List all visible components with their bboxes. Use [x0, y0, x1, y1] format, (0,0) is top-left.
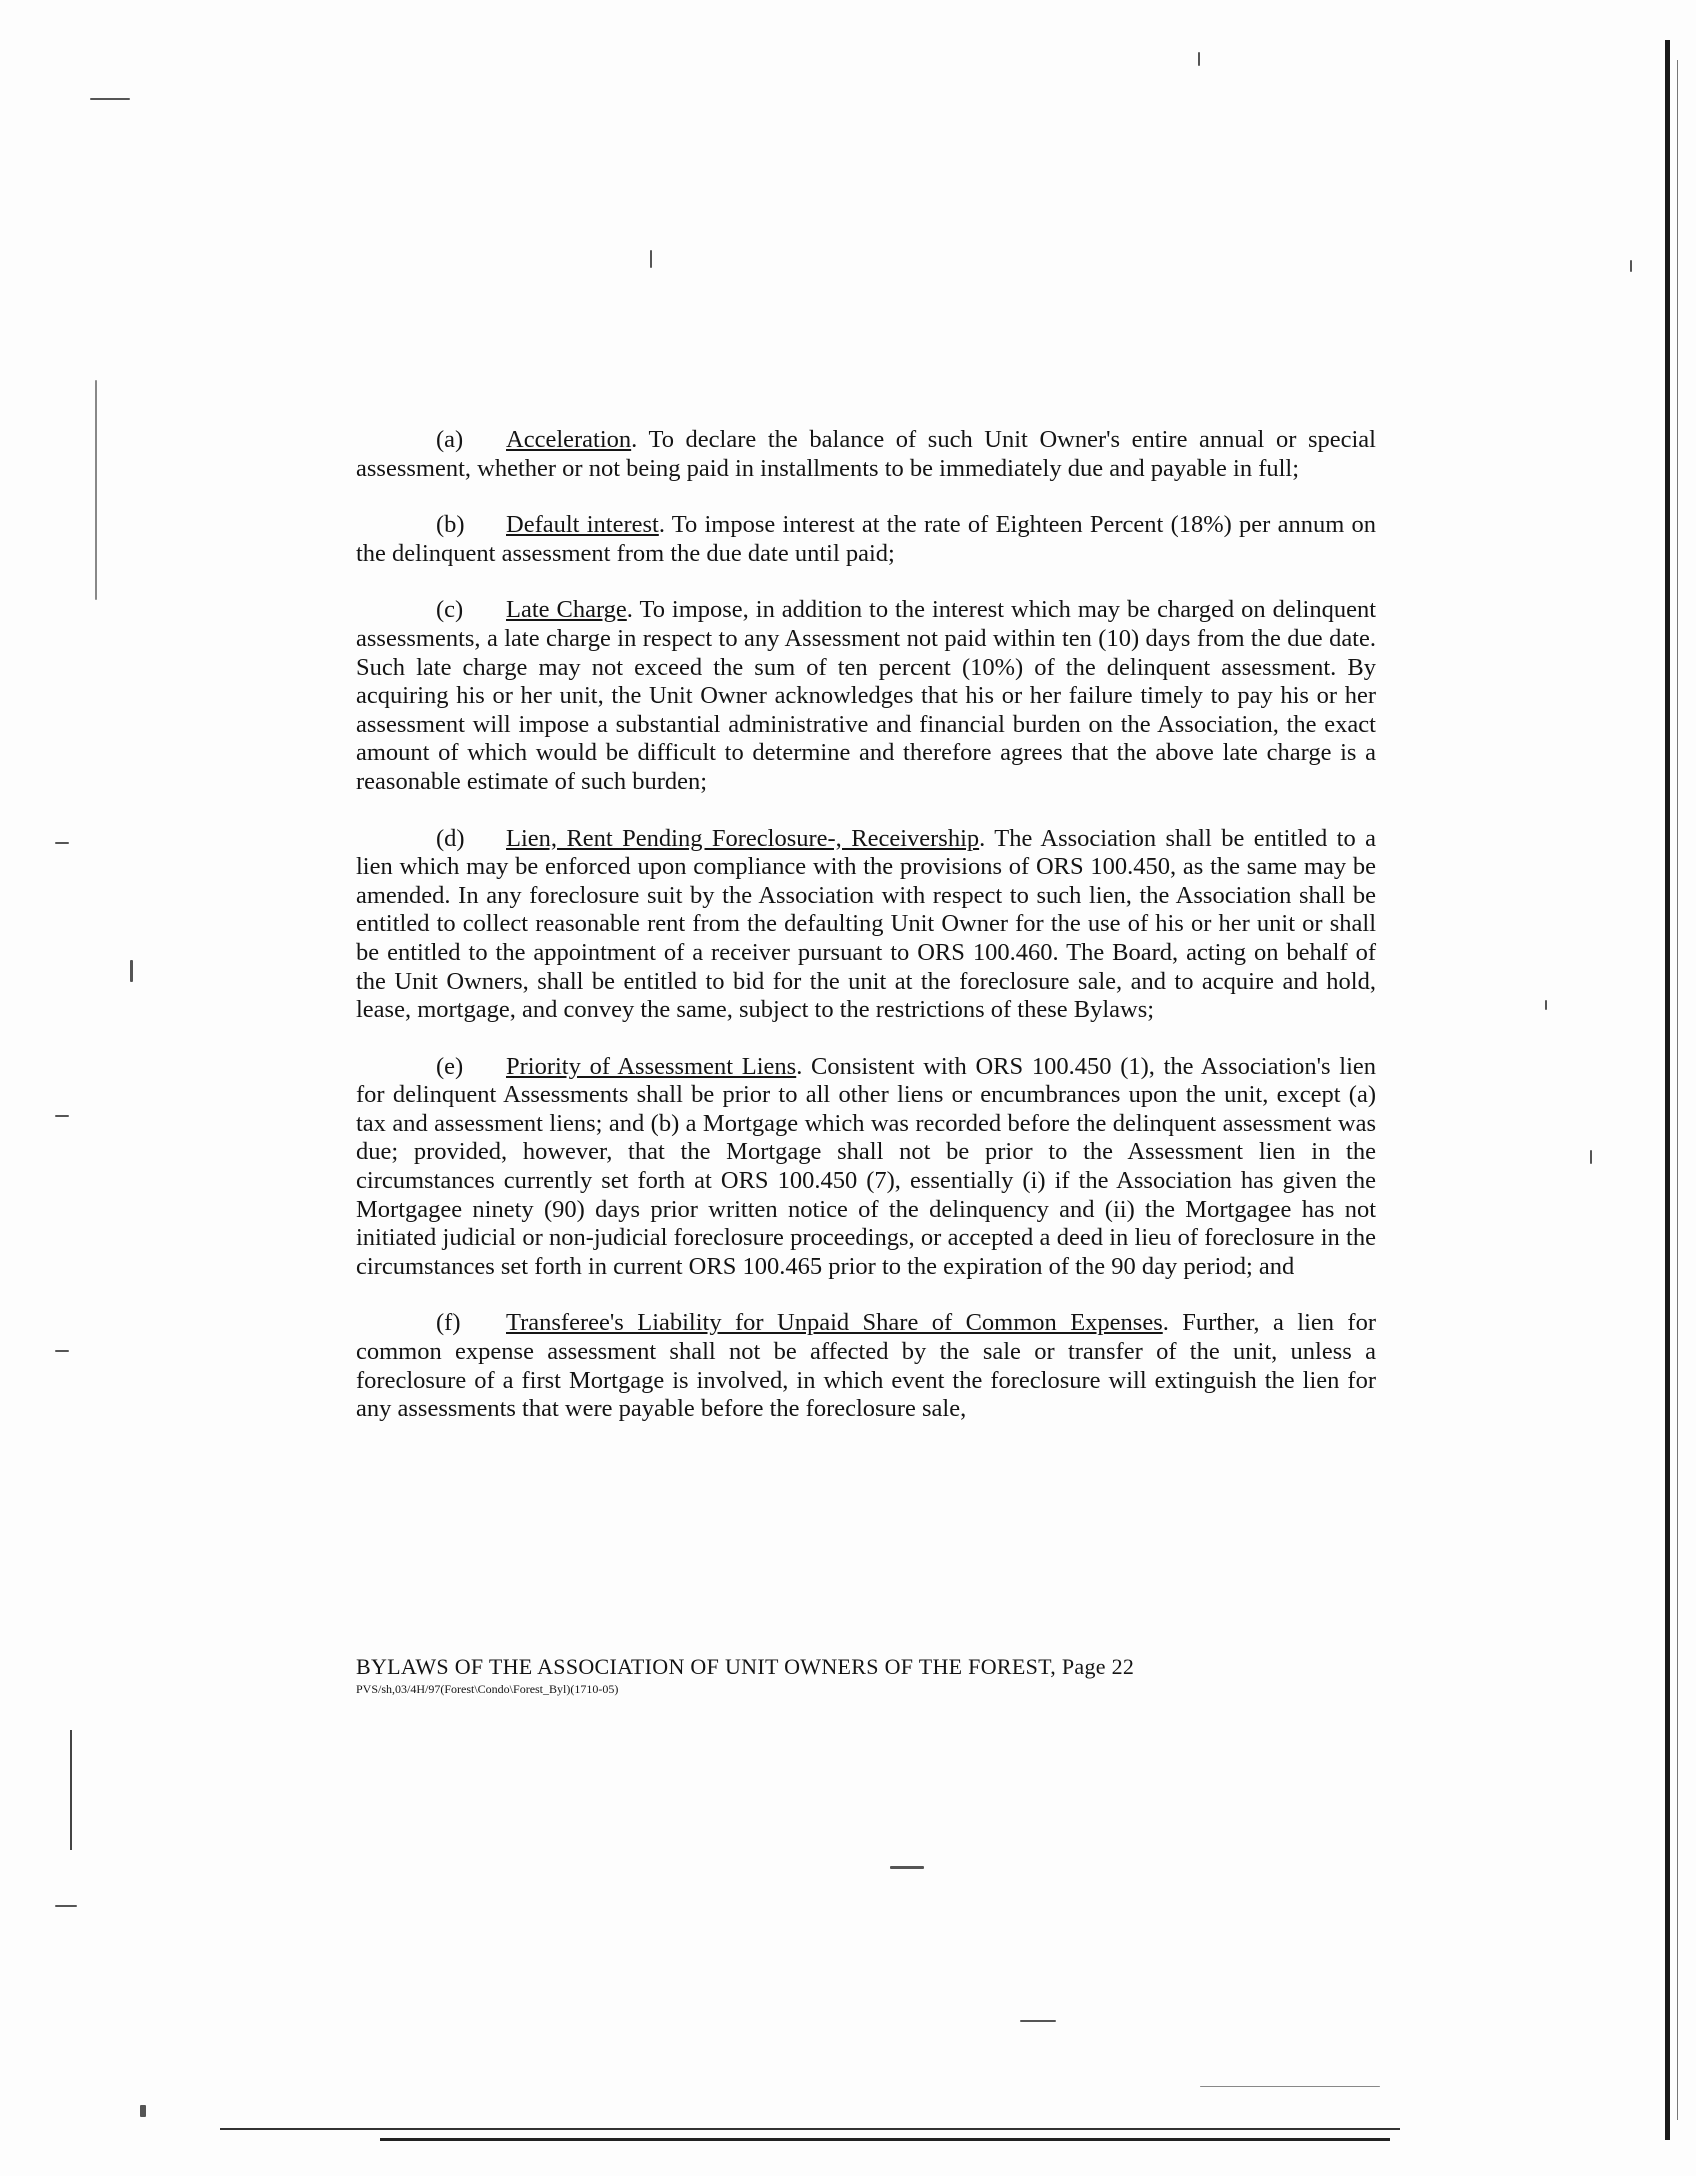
scan-speck [890, 1866, 924, 1869]
paragraph-label: (b) [436, 511, 465, 539]
scan-speck [1545, 1000, 1547, 1010]
paragraph-text: . Consistent with ORS 100.450 (1), the Association's lien for delinquent Assessments shall be prior to all other liens or encumbrances upon the unit, except (a) tax and assessment liens; and (b) a Mortgage which was recorded before the delinquent assessment was due; provided, however, that the Mortgage shall not be prior to the Assessment lien in the circumstances currently set forth at ORS 100.450 (7), essentially (i) if the Association has given the Mortgagee ninety (90) days prior written notice of the delinquency and (ii) the Mortgagee has not initiated judicial or non-judicial foreclosure proceedings, or accepted a deed in lieu of foreclosure in the circumstances set forth in current ORS 100.465 prior to the expiration of the 90 day period; and [356, 1052, 1377, 1280]
scan-speck [55, 1905, 77, 1907]
paragraph-heading: Acceleration [506, 426, 632, 453]
scan-speck [1200, 2086, 1380, 2087]
page-footer [356, 1654, 1356, 1697]
scan-margin-mark [70, 1730, 72, 1850]
scan-speck [650, 250, 652, 268]
scan-speck [1630, 260, 1632, 272]
paragraph-heading: Priority of Assessment Liens [506, 1052, 797, 1080]
scan-speck [90, 98, 130, 100]
scan-speck [1198, 52, 1200, 66]
paragraph-d [356, 825, 1376, 1025]
paragraph-a [356, 426, 1376, 483]
paragraph-b [356, 511, 1376, 568]
footer-title: BYLAWS OF THE ASSOCIATION OF UNIT OWNERS OF THE FOREST, Page 22 [356, 1654, 1135, 1679]
paragraph-label: (d) [436, 824, 465, 852]
scan-bottom-rule [380, 2138, 1390, 2141]
paragraph-text: . To impose interest at the rate of Eighteen Percent (18%) per annum on the delinquent assessment from the due date until paid; [356, 511, 1377, 567]
paragraph-text: . The Association shall be entitled to a lien which may be enforced upon compliance with the provisions of ORS 100.450, as the same may be amended. In any foreclosure suit by the Association with respect to such lien, the Association shall be entitled to collect reasonable rent from the defaulting Unit Owner for the use of his or her unit or shall be entitled to the appointment of a receiver pursuant to ORS 100.460. The Board, acting on behalf of the Unit Owners, shall be entitled to bid for the unit at the foreclosure sale, and to acquire and hold, lease, mortgage, and convey the same, subject to the restrictions of these Bylaws; [356, 824, 1377, 1024]
paragraph-label: (e) [436, 1052, 464, 1080]
scan-edge-line [1677, 60, 1678, 2120]
paragraph-f [356, 1309, 1376, 1423]
paragraph-heading: Default interest [506, 511, 659, 539]
paragraph-text: . Further, a lien for common expense assessment shall not be affected by the sale or transfer of the unit, unless a foreclosure of a first Mortgage is involved, in which event the foreclosure will extinguish the lien for any assessments that were payable before the foreclosure sale, [356, 1309, 1376, 1423]
paragraph-label: (c) [436, 596, 464, 624]
paragraph-label: (f) [436, 1309, 461, 1337]
paragraph-heading: Late Charge [506, 596, 627, 624]
scan-bottom-rule [220, 2128, 1400, 2130]
scan-speck [95, 380, 97, 600]
paragraph-text: . To impose, in addition to the interest which may be charged on delinquent assessments, a late charge in respect to any Assessment not paid within ten (10) days from the due date. Such late charge may not exceed the sum of ten percent (10%) of the delinquent assessment. By acquiring his or her unit, the Unit Owner acknowledges that his or her failure timely to pay his or her assessment will impose a substantial administrative and financial burden on the Association, the exact amount of which would be difficult to determine and therefore agrees that the above late charge is a reasonable estimate of such burden; [356, 596, 1376, 795]
scan-speck [55, 842, 69, 844]
scan-edge-shadow [1665, 40, 1670, 2140]
document-body [356, 426, 1376, 1452]
scan-speck [55, 1350, 69, 1352]
paragraph-label: (a) [436, 426, 464, 453]
paragraph-e [356, 1053, 1376, 1282]
scan-speck [55, 1115, 69, 1117]
scan-speck [1020, 2020, 1056, 2022]
paragraph-c [356, 596, 1376, 796]
paragraph-text: . To declare the balance of such Unit Owner's entire annual or special assessment, whether or not being paid in installments to be immediately due and payable in full; [356, 426, 1376, 482]
paragraph-heading: Lien, Rent Pending Foreclosure-, Receivership [506, 824, 980, 852]
scan-speck [1590, 1150, 1592, 1164]
footer-file-reference: PVS/sh,03/4H/97(Forest\Condo\Forest_Byl)(1710-05) [356, 1682, 619, 1696]
scan-speck [140, 2105, 146, 2117]
paragraph-heading: Transferee's Liability for Unpaid Share of Common Expenses [506, 1309, 1163, 1337]
scan-speck [130, 960, 133, 982]
